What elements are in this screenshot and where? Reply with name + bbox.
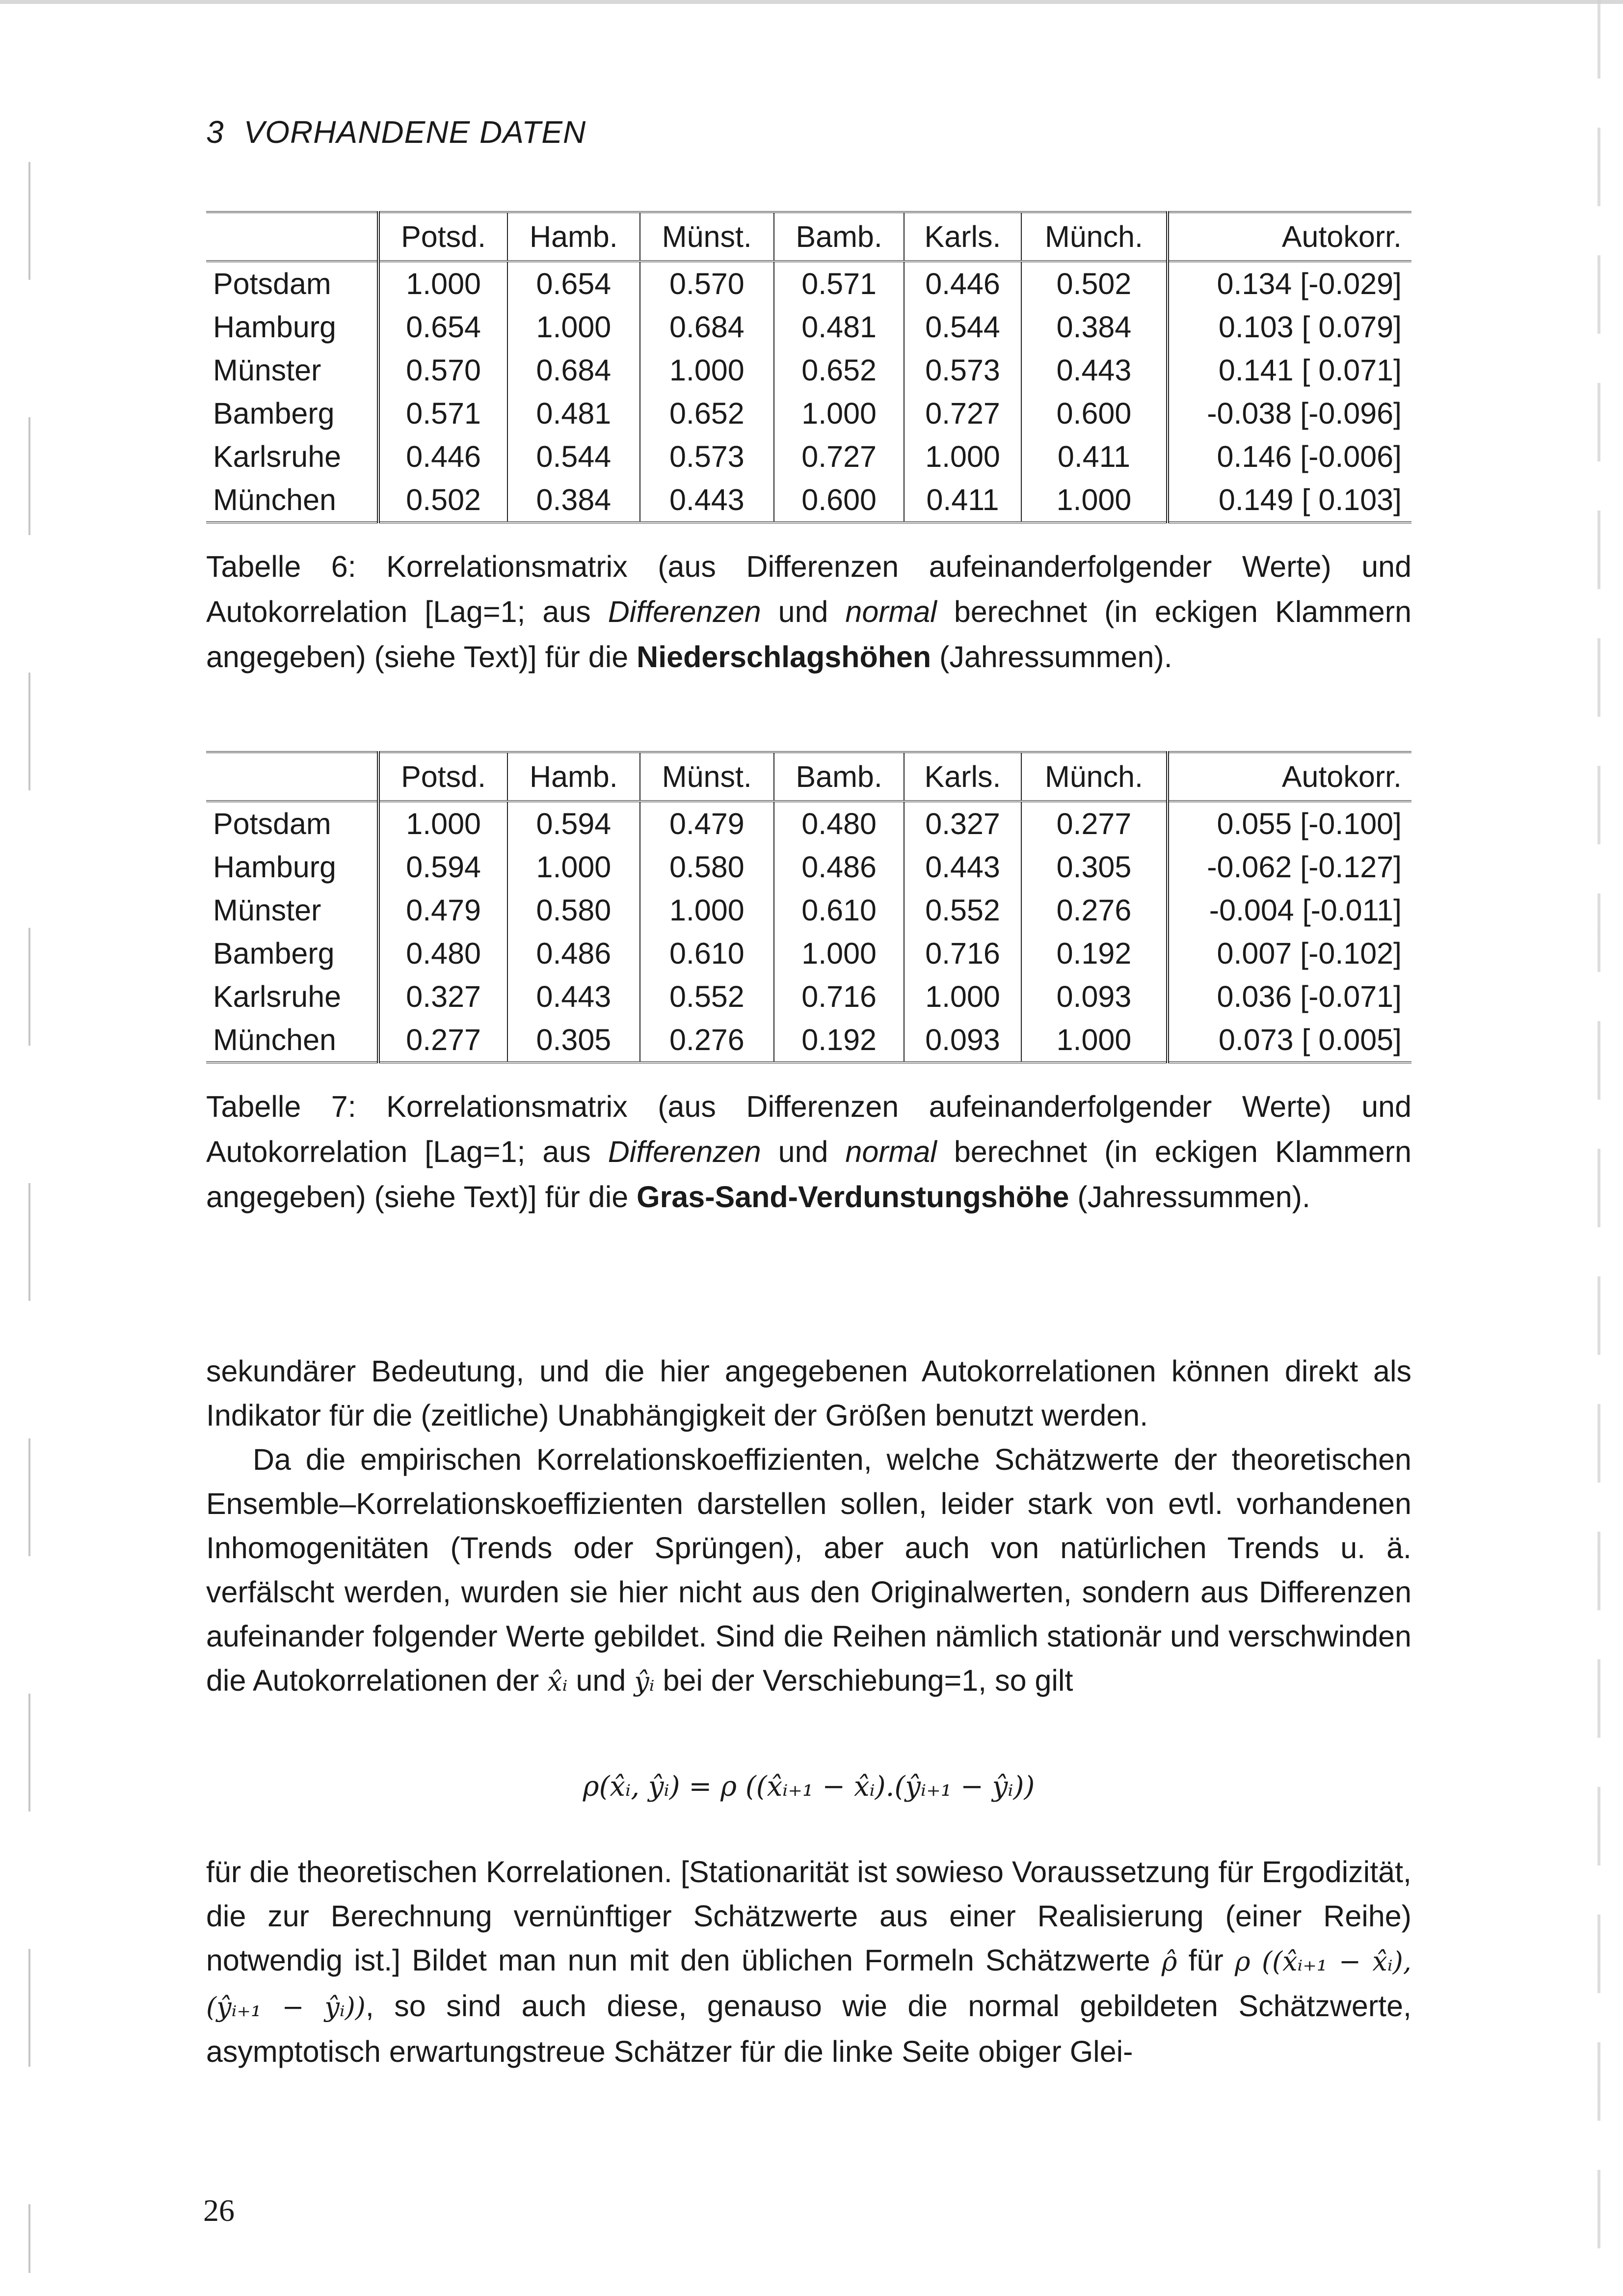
autokorr-header: Autokorr.	[1281, 760, 1402, 793]
table-row	[206, 349, 1411, 392]
paragraph-text: für die theoretischen Korrelationen. [Stationarität ist sowieso Voraussetzung für Ergodizität, die zur Berechnung vernünftiger Schätzwerte aus einer Realisierung (einer Reihe) notwendig ist.] Bildet man nun mit den üblichen Formeln Schätzwerte	[206, 1855, 1411, 1977]
correlation-cell: 0.093	[1021, 975, 1168, 1018]
correlation-cell: 1.000	[904, 975, 1021, 1018]
correlation-cell: 0.480	[378, 932, 507, 975]
chapter-title: VORHANDENE DATEN	[243, 114, 586, 150]
table-row	[206, 932, 1411, 975]
row-label: Hamburg	[206, 305, 378, 349]
correlation-cell: 0.716	[904, 932, 1021, 975]
row-label: München	[206, 1018, 378, 1062]
header-blank-cell	[206, 212, 378, 261]
row-label: Potsdam	[206, 801, 378, 845]
autokorr-cell: 0.134 [-0.029]	[1217, 267, 1402, 300]
paragraph-text: für	[1177, 1944, 1235, 1977]
correlation-cell: 0.502	[1021, 261, 1168, 305]
paragraph-text: Da die empirischen Korrelationskoeffizienten, welche Schätzwerte der theoretischen Ensemble–Korrelationskoeffizienten darstellen sollen, leider stark von evtl. vorhandenen Inhomogenitäten (Trends oder Sprüngen), aber auch von natürlichen Trends u. ä. verfälscht werden, wurden sie hier nicht aus den Originalwerten, sondern aus Differenzen aufeinander folgender Werte gebildet. Sind die Reihen nämlich stationär und verschwinden die Autokorrelationen der	[206, 1443, 1411, 1697]
correlation-cell: 1.000	[1021, 1018, 1168, 1062]
caption-text: (Jahressummen).	[931, 640, 1172, 674]
correlation-cell: 0.481	[507, 392, 639, 435]
correlation-cell: 0.276	[640, 1018, 774, 1062]
caption-emphasis: Differenzen	[608, 595, 761, 628]
table-row	[206, 435, 1411, 478]
page-number: 26	[203, 2193, 235, 2228]
correlation-cell: 0.480	[774, 801, 904, 845]
table-6-caption	[206, 544, 1411, 679]
correlation-cell: 0.600	[774, 478, 904, 522]
autokorr-cell: 0.073 [ 0.005]	[1218, 1023, 1402, 1056]
correlation-cell: 1.000	[507, 845, 639, 889]
correlation-cell: 0.684	[640, 305, 774, 349]
caption-text: berechnet (in eckigen Klammern angegeben) (siehe Text)] für die	[206, 595, 1411, 674]
caption-emphasis: normal	[845, 595, 937, 628]
correlation-cell: 0.571	[378, 392, 507, 435]
correlation-cell: 1.000	[774, 932, 904, 975]
correlation-cell: 0.384	[507, 478, 639, 522]
correlation-cell: 1.000	[640, 349, 774, 392]
column-header: Bamb.	[774, 212, 904, 261]
caption-text: Tabelle 6: Korrelationsmatrix (aus Differenzen aufeinanderfolgender Werte) und Autokorrelation [Lag=1; aus	[206, 550, 1411, 628]
row-label: Bamberg	[206, 932, 378, 975]
row-label: Potsdam	[206, 261, 378, 305]
paragraph-text: und	[567, 1664, 635, 1697]
correlation-cell: 1.000	[378, 801, 507, 845]
caption-text: berechnet (in eckigen Klammern angegeben) (siehe Text)] für die	[206, 1135, 1411, 1214]
correlation-cell: 0.716	[774, 975, 904, 1018]
math-symbol: ρ̂	[1161, 1946, 1177, 1977]
autokorr-header: Autokorr.	[1281, 220, 1402, 253]
caption-emphasis: Differenzen	[608, 1135, 761, 1168]
correlation-cell: 0.443	[904, 845, 1021, 889]
body-text	[206, 1349, 1411, 1704]
correlation-cell: 0.610	[640, 932, 774, 975]
autokorr-cell: 0.103 [ 0.079]	[1218, 310, 1402, 344]
correlation-cell: 0.552	[904, 889, 1021, 932]
correlation-cell: 0.594	[378, 845, 507, 889]
correlation-cell: 0.654	[507, 261, 639, 305]
row-label: München	[206, 478, 378, 522]
correlation-cell: 0.479	[640, 801, 774, 845]
autokorr-cell: 0.036 [-0.071]	[1217, 980, 1402, 1013]
column-header: Hamb.	[507, 212, 639, 261]
math-expression: ρ ((x̂ᵢ₊₁ − x̂ᵢ),(ŷᵢ₊₁ − ŷᵢ))	[206, 1946, 1411, 2023]
table-row	[206, 261, 1411, 305]
table-7-caption	[206, 1084, 1411, 1219]
header-blank-cell	[206, 752, 378, 801]
correlation-cell: 0.411	[1021, 435, 1168, 478]
column-header: Münch.	[1021, 212, 1168, 261]
correlation-cell: 0.580	[507, 889, 639, 932]
column-header: Münch.	[1021, 752, 1168, 801]
row-label: Karlsruhe	[206, 435, 378, 478]
paragraph-text: , so sind auch diese, genauso wie die normal gebildeten Schätzwerte, asymptotisch erwartungstreue Schätzer für die linke Seite obiger Glei-	[206, 1989, 1411, 2068]
correlation-cell: 0.573	[904, 349, 1021, 392]
scan-left-edge	[28, 162, 30, 2273]
correlation-cell: 0.600	[1021, 392, 1168, 435]
chapter-number: 3	[206, 114, 224, 150]
correlation-cell: 0.446	[904, 261, 1021, 305]
table-row	[206, 392, 1411, 435]
paragraph-text: bei der Verschiebung=1, so gilt	[654, 1664, 1073, 1697]
autokorr-cell: 0.055 [-0.100]	[1217, 807, 1402, 840]
correlation-cell: 0.570	[640, 261, 774, 305]
correlation-cell: 0.570	[378, 349, 507, 392]
correlation-cell: 0.652	[640, 392, 774, 435]
correlation-cell: 1.000	[507, 305, 639, 349]
correlation-cell: 0.305	[507, 1018, 639, 1062]
scan-right-edge	[1597, 0, 1600, 2296]
autokorr-cell: 0.149 [ 0.103]	[1218, 483, 1402, 516]
correlation-cell: 0.384	[1021, 305, 1168, 349]
correlation-cell: 0.573	[640, 435, 774, 478]
caption-text: und	[761, 1135, 846, 1168]
column-header: Münst.	[640, 752, 774, 801]
display-equation: ρ(x̂ᵢ, ŷᵢ) = ρ ((x̂ᵢ₊₁ − x̂ᵢ).(ŷᵢ₊₁ − ŷᵢ))	[583, 1771, 1035, 1803]
correlation-cell: 0.610	[774, 889, 904, 932]
correlation-cell: 0.502	[378, 478, 507, 522]
autokorr-cell: -0.038 [-0.096]	[1207, 397, 1402, 430]
table-header-row	[206, 752, 1411, 801]
caption-text: (Jahressummen).	[1069, 1180, 1310, 1214]
correlation-cell: 0.479	[378, 889, 507, 932]
caption-bold-term: Gras-Sand-Verdunstungshöhe	[637, 1180, 1069, 1214]
running-head	[206, 114, 586, 150]
paragraph	[206, 1850, 1411, 2074]
correlation-cell: 0.446	[378, 435, 507, 478]
column-header: Münst.	[640, 212, 774, 261]
correlation-cell: 1.000	[640, 889, 774, 932]
table-row	[206, 845, 1411, 889]
correlation-cell: 0.486	[774, 845, 904, 889]
correlation-cell: 0.327	[904, 801, 1021, 845]
caption-bold-term: Niederschlagshöhen	[637, 640, 931, 674]
correlation-cell: 0.327	[378, 975, 507, 1018]
correlation-cell: 0.727	[904, 392, 1021, 435]
column-header: Karls.	[904, 752, 1021, 801]
autokorr-cell: 0.141 [ 0.071]	[1218, 353, 1402, 387]
correlation-cell: 0.571	[774, 261, 904, 305]
correlation-table-7	[206, 751, 1411, 1063]
correlation-cell: 0.652	[774, 349, 904, 392]
correlation-cell: 0.305	[1021, 845, 1168, 889]
table-row	[206, 801, 1411, 845]
autokorr-cell: -0.062 [-0.127]	[1207, 850, 1402, 884]
caption-emphasis: normal	[845, 1135, 937, 1168]
correlation-cell: 0.580	[640, 845, 774, 889]
autokorr-cell: 0.146 [-0.006]	[1217, 440, 1402, 473]
correlation-cell: 0.443	[507, 975, 639, 1018]
correlation-cell: 0.411	[904, 478, 1021, 522]
row-label: Karlsruhe	[206, 975, 378, 1018]
table-row	[206, 889, 1411, 932]
paragraph	[206, 1437, 1411, 1704]
row-label: Münster	[206, 349, 378, 392]
column-header: Potsd.	[378, 212, 507, 261]
table-row	[206, 478, 1411, 522]
column-header: Potsd.	[378, 752, 507, 801]
correlation-cell: 1.000	[1021, 478, 1168, 522]
correlation-cell: 0.277	[1021, 801, 1168, 845]
correlation-cell: 0.443	[640, 478, 774, 522]
correlation-cell: 0.276	[1021, 889, 1168, 932]
caption-text: und	[761, 595, 846, 628]
column-header: Hamb.	[507, 752, 639, 801]
row-label: Münster	[206, 889, 378, 932]
math-symbol: ŷᵢ	[634, 1666, 655, 1697]
column-header: Bamb.	[774, 752, 904, 801]
correlation-cell: 1.000	[774, 392, 904, 435]
body-text-continued	[206, 1850, 1411, 2074]
column-header: Karls.	[904, 212, 1021, 261]
correlation-cell: 0.544	[904, 305, 1021, 349]
correlation-cell: 0.093	[904, 1018, 1021, 1062]
correlation-cell: 0.552	[640, 975, 774, 1018]
autokorr-cell: 0.007 [-0.102]	[1217, 937, 1402, 970]
table-row	[206, 1018, 1411, 1062]
correlation-cell: 0.486	[507, 932, 639, 975]
paragraph: sekundärer Bedeutung, und die hier angegebenen Autokorrelationen können direkt als Indikator für die (zeitliche) Unabhängigkeit der Größen benutzt werden.	[206, 1354, 1411, 1432]
correlation-cell: 0.277	[378, 1018, 507, 1062]
autokorr-cell: -0.004 [-0.011]	[1209, 893, 1402, 927]
correlation-cell: 0.192	[774, 1018, 904, 1062]
table-header-row	[206, 212, 1411, 261]
table-row	[206, 305, 1411, 349]
correlation-cell: 0.544	[507, 435, 639, 478]
correlation-cell: 0.192	[1021, 932, 1168, 975]
correlation-cell: 1.000	[904, 435, 1021, 478]
row-label: Hamburg	[206, 845, 378, 889]
correlation-cell: 0.654	[378, 305, 507, 349]
correlation-cell: 0.481	[774, 305, 904, 349]
correlation-cell: 0.684	[507, 349, 639, 392]
correlation-cell: 0.727	[774, 435, 904, 478]
math-symbol: x̂ᵢ	[547, 1666, 568, 1697]
correlation-cell: 1.000	[378, 261, 507, 305]
row-label: Bamberg	[206, 392, 378, 435]
scan-top-edge	[0, 0, 1623, 4]
correlation-table-6	[206, 211, 1411, 523]
caption-text: Tabelle 7: Korrelationsmatrix (aus Differenzen aufeinanderfolgender Werte) und Autokorrelation [Lag=1; aus	[206, 1090, 1411, 1168]
table-row	[206, 975, 1411, 1018]
correlation-cell: 0.443	[1021, 349, 1168, 392]
correlation-cell: 0.594	[507, 801, 639, 845]
